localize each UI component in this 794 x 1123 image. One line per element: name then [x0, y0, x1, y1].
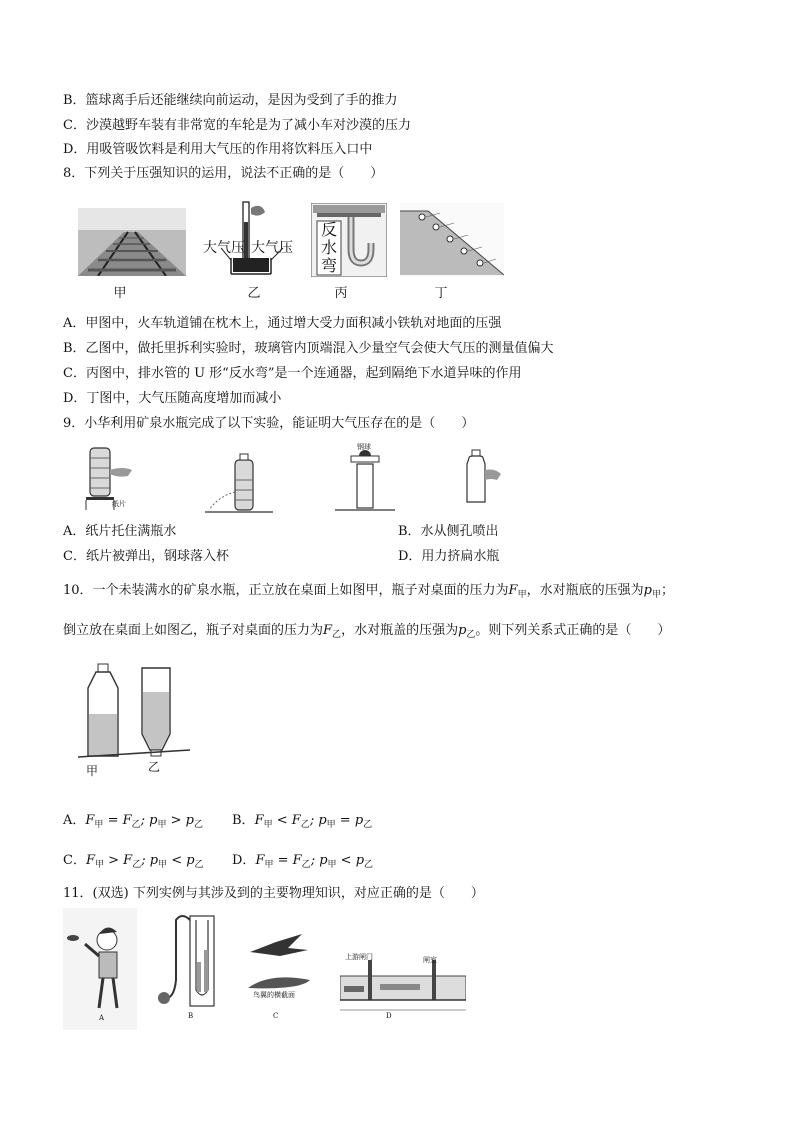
q9-figure-b [205, 450, 273, 514]
q11-canal-label-right: 闸室 [423, 956, 437, 964]
q10-stem-line1: 10．一个未装满水的矿泉水瓶，正立放在桌面上如图甲，瓶子对桌面的压力为$F_甲$，水对瓶底的压强为$p_甲$； [63, 583, 674, 600]
q8-trap-char-2: 水 [320, 238, 337, 257]
q9-label-paper: 纸片 [112, 500, 126, 508]
q8-stem: 8．下列关于压强知识的运用，说法不正确的是（ ） [63, 166, 384, 181]
q8-option-b: B．乙图中，做托里拆利实验时，玻璃管内顶端混入少量空气会使大气压的测量值偏大 [63, 341, 554, 356]
q7-option-d: D．用吸管吸饮料是利用大气压的作用将饮料压入口中 [63, 142, 373, 157]
q8-option-c: C．丙图中，排水管的 U 形“反水弯”是一个连通器，起到隔绝下水道异味的作用 [63, 366, 522, 381]
q11-caption-b: B [188, 1012, 194, 1020]
q8-figure-railway [78, 208, 186, 276]
q9-option-c: C．纸片被弹出，钢球落入杯 [63, 549, 229, 564]
q8-caption-jia: 甲 [113, 286, 127, 301]
q11-canal-label-left: 上游闸门 [345, 953, 373, 961]
q10-caption-yi: 乙 [148, 760, 161, 774]
q8-atm-right: 大气压 [251, 240, 293, 256]
q11-wing-label: 鸟翼的横截面 [253, 991, 295, 999]
q8-caption-ding: 丁 [434, 286, 448, 301]
q11-caption-d: D [386, 1012, 392, 1020]
q9-figure-a [78, 442, 140, 512]
q7-option-c: C．沙漠越野车装有非常宽的车轮是为了减小车对沙漠的压力 [63, 118, 411, 133]
q8-figure-altitude [400, 203, 504, 277]
q11-caption-a: A [99, 1014, 105, 1022]
q10-stem-line2: 倒立放在桌面上如图乙，瓶子对桌面的压力为$F_乙$，水对瓶盖的压强为$p_乙$。则下列关系式正确的是（ ） [63, 623, 671, 640]
q9-option-b: B．水从侧孔喷出 [398, 524, 499, 539]
q11-figure-a [63, 908, 137, 1030]
q8-option-d: D．丁图中，大气压随高度增加而减小 [63, 391, 282, 406]
q10-figure-bottles [78, 662, 190, 778]
q9-label-ball: 钢球 [357, 443, 371, 451]
q11-stem: 11．(双选) 下列实例与其涉及到的主要物理知识，对应正确的是（ ） [63, 886, 484, 901]
q10-option-d: D．$F_甲 = F_乙$; $p_甲 < p_乙$ [232, 853, 374, 870]
q7-option-b: B．篮球离手后还能继续向前运动，是因为受到了手的推力 [63, 93, 398, 108]
q10-option-a: A．$F_甲 = F_乙$; $p_甲 > p_乙$ [63, 813, 203, 830]
q8-trap-char-1: 反 [320, 220, 337, 239]
q9-figure-c [335, 442, 395, 514]
q9-stem: 9．小华利用矿泉水瓶完成了以下实验，能证明大气压存在的是（ ） [63, 416, 475, 431]
q9-option-a: A．纸片托住满瓶水 [63, 524, 177, 539]
q9-figure-d [455, 448, 503, 508]
q8-atm-left: 大气压 [203, 240, 245, 256]
q8-option-a: A．甲图中，火车轨道铺在枕木上，通过增大受力面积减小铁轨对地面的压强 [63, 316, 502, 331]
q11-figure-b [150, 910, 220, 1026]
q11-caption-c: C [273, 1012, 279, 1020]
q8-trap-char-3: 弯 [320, 256, 337, 275]
q10-option-b: B．$F_甲 < F_乙$; $p_甲 = p_乙$ [232, 813, 373, 830]
q10-caption-jia: 甲 [86, 764, 99, 778]
q8-caption-bing: 丙 [334, 286, 348, 301]
q9-option-d: D．用力挤扁水瓶 [398, 549, 500, 564]
q8-caption-yi: 乙 [247, 286, 261, 301]
q10-option-c: C．$F_甲 > F_乙$; $p_甲 < p_乙$ [63, 853, 204, 870]
